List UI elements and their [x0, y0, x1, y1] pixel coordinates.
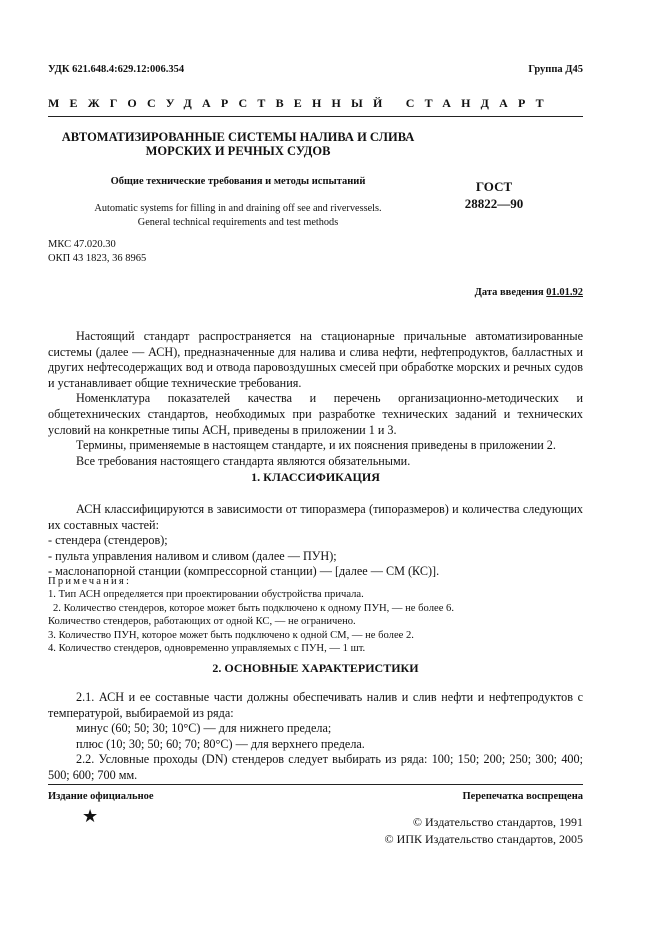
english-title-line-2: General technical requirements and test methods — [137, 217, 339, 228]
okp-code: ОКП 43 1823, 36 8965 — [48, 253, 147, 264]
mks-code: МКС 47.020.30 — [48, 239, 116, 250]
title-line-1: АВТОМАТИЗИРОВАННЫЕ СИСТЕМЫ НАЛИВА И СЛИВА — [61, 130, 415, 144]
gost-label: ГОСТ — [475, 179, 513, 194]
section-2-paragraph-2: 2.2. Условные проходы (DN) стендеров следует выбирать из ряда: 100; 150; 200; 250; 300; 400; 500; 600; 700 мм. — [48, 752, 583, 782]
effective-date — [475, 287, 583, 298]
header-rule — [48, 116, 583, 117]
list-item: - пульта управления наливом и сливом (далее — ПУН); — [48, 548, 337, 563]
reprint-notice: Перепечатка воспрещена — [462, 791, 583, 802]
gost-designation — [446, 178, 542, 212]
standard-banner: МЕЖГОСУДАРСТВЕННЫЙ СТАНДАРТ — [48, 96, 554, 110]
section-1-lead: АСН классифицируются в зависимости от типоразмера (типоразмеров) и количества следующих их составных частей: — [48, 502, 583, 532]
note-item: 3. Количество ПУН, которое может быть подключено к одной СМ, — не более 2. — [48, 629, 414, 641]
list-item: - маслонапорной станции (компрессорной станции) — [далее — СМ (КС)]. — [48, 564, 440, 579]
english-title-line-1: Automatic systems for filling in and draining off see and rivervessels. — [94, 203, 382, 214]
gost-number: 28822—90 — [464, 196, 524, 211]
classification-codes — [48, 238, 146, 266]
section-2-body — [48, 690, 583, 784]
intro-paragraph-2: Номенклатура показателей качества и перечень организационно-методических и общетехнических стандартов, необходимых при разработке технических заданий и технических условий на конкретные типы АСН, приведены в приложении 1 и 3. — [48, 391, 583, 437]
intro-paragraph-3: Термины, применяемые в настоящем стандарте, и их пояснения приведены в приложении 2. — [76, 438, 556, 453]
note-item: Количество стендеров, работающих от одной КС, — не ограничено. — [48, 616, 356, 628]
page-title — [48, 130, 428, 158]
intro-section — [48, 329, 583, 469]
udk-code: УДК 621.648.4:629.12:006.354 — [48, 64, 185, 75]
title-line-2: МОРСКИХ И РЕЧНЫХ СУДОВ — [145, 144, 331, 158]
section-1-heading: 1. КЛАССИФИКАЦИЯ — [251, 470, 380, 484]
section-1-body — [48, 502, 583, 580]
subtitle: Общие технические требования и методы испытаний — [110, 176, 366, 187]
note-item: 2. Количество стендеров, которое может быть подключено к одному ПУН, — не более 6. — [53, 602, 454, 614]
english-title — [48, 202, 428, 230]
intro-paragraph-1: Настоящий стандарт распространяется на стационарные причальные автоматизированные системы (далее — АСН), предназначенные для налива и слива нефти, нефтепродуктов, балластных и других нефтесодержащих вод и отвода паровоздушных смесей при обработке морских и речных судов и устанавливает общие технические требования. — [48, 329, 583, 390]
section-2-heading: 2. ОСНОВНЫЕ ХАРАКТЕРИСТИКИ — [212, 661, 419, 675]
copyright-2005: © ИПК Издательство стандартов, 2005 — [384, 832, 583, 846]
date-label: Дата введения — [474, 287, 544, 298]
note-item: 4. Количество стендеров, одновременно управляемых с ПУН, — 1 шт. — [48, 643, 366, 655]
star-icon: ★ — [82, 806, 99, 826]
notes-title: Примечания: — [48, 576, 132, 587]
section-2-paragraph-1: 2.1. АСН и ее составные части должны обеспечивать налив и слив нефти и нефтепродуктов с температурой, выбираемой из ряда: — [48, 690, 583, 720]
official-edition: Издание официальное — [48, 791, 154, 802]
copyright-1991: © Издательство стандартов, 1991 — [412, 815, 583, 829]
group-code: Группа Д45 — [528, 64, 583, 75]
copyright-block — [385, 814, 583, 848]
date-value: 01.01.92 — [546, 287, 583, 298]
note-item: 1. Тип АСН определяется при проектировании обустройства причала. — [48, 589, 364, 601]
intro-paragraph-4: Все требования настоящего стандарта являются обязательными. — [76, 453, 411, 468]
section-2-lower-limit: минус (60; 50; 30; 10°С) — для нижнего предела; — [76, 721, 332, 736]
section-1-notes — [48, 575, 583, 655]
section-2-upper-limit: плюс (10; 30; 50; 60; 70; 80°С) — для верхнего предела. — [76, 736, 365, 751]
list-item: - стендера (стендеров); — [48, 533, 168, 548]
footer-rule — [48, 784, 583, 785]
